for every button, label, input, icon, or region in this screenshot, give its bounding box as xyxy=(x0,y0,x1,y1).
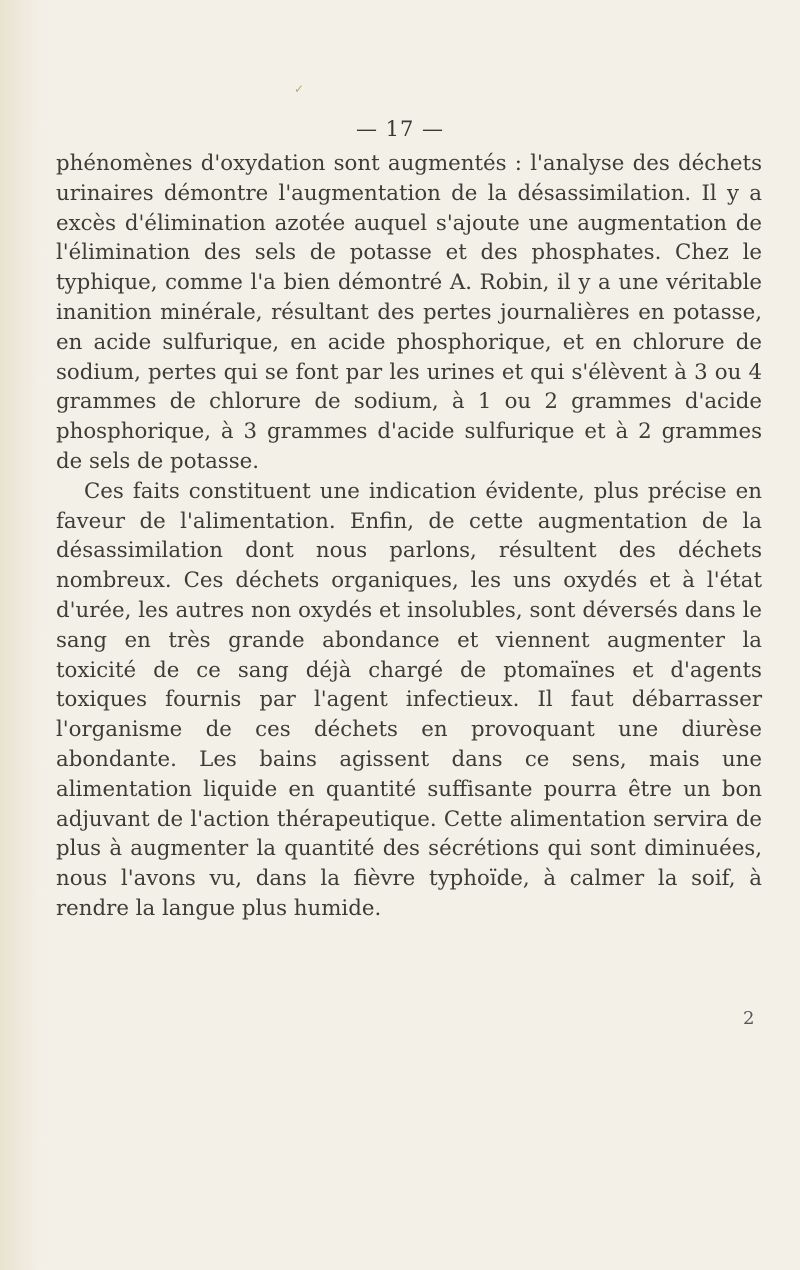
signature-mark: 2 xyxy=(743,1008,755,1029)
pencil-mark: ✓ xyxy=(294,82,305,96)
paragraph-2: Ces faits constituent une indication évidente, plus précise en faveur de l'alimentation. Enfin, de cette augmentation de la désassimilation dont nous parlons, résultent des déchets nombreux. Ces déchets organiques, les uns oxydés et à l'état d'urée, les autres non oxydés et insolubles, sont déversés dans le sang en très grande abondance et viennent augmenter la toxicité de ce sang déjà chargé de ptomaïnes et d'agents toxiques fournis par l'agent infectieux. Il faut débarrasser l'organisme de ces déchets en provoquant une diurèse abondante. Les bains agissent dans ce sens, mais une alimentation liquide en quantité suffisante pourra être un bon adjuvant de l'action thérapeutique. Cette alimentation servira de plus à augmenter la quantité des sécrétions qui sont diminuées, nous l'avons vu, dans la fièvre typhoïde, à calmer la soif, à rendre la langue plus humide. xyxy=(56,478,762,921)
page-number: — 17 — xyxy=(355,117,445,141)
body-text xyxy=(56,149,762,924)
paragraph-1: phénomènes d'oxydation sont augmentés : l'analyse des déchets urinaires démontre l'augmentation de la désassimilation. Il y a excès d'élimination azotée auquel s'ajoute une augmentation de l'élimination des sels de potasse et des phosphates. Chez le typhique, comme l'a bien démontré A. Robin, il y a une véritable inanition minérale, résultant des pertes journalières en potasse, en acide sulfurique, en acide phosphorique, et en chlorure de sodium, pertes qui se font par les urines et qui s'élèvent à 3 ou 4 grammes de chlorure de sodium, à 1 ou 2 grammes d'acide phosphorique, à 3 grammes d'acide sulfurique et à 2 grammes de sels de potasse. xyxy=(56,151,762,474)
